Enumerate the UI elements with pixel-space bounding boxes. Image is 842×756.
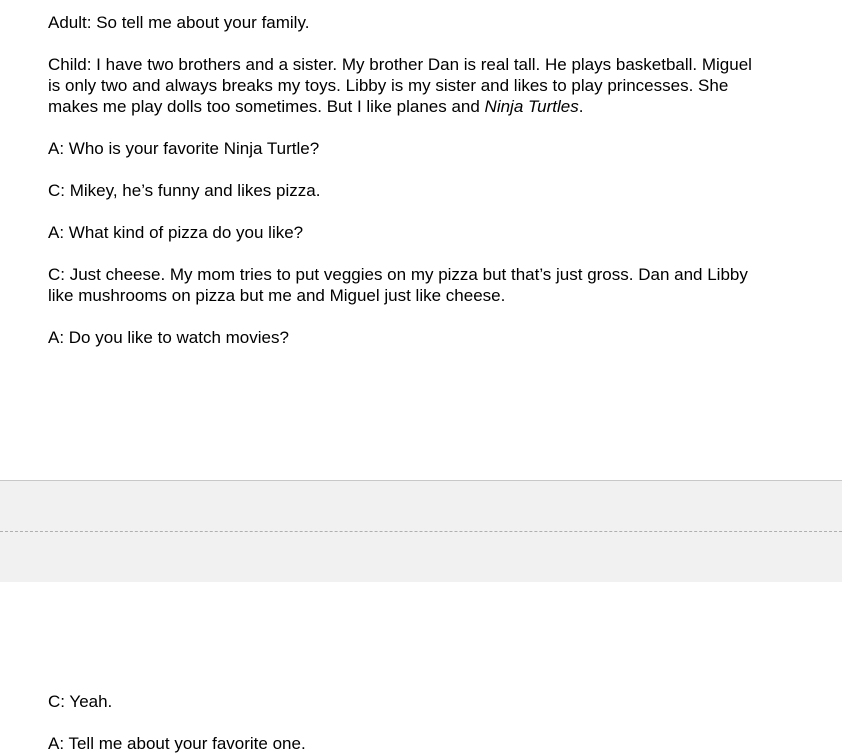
paragraph-movies-question: A: Do you like to watch movies?: [48, 328, 289, 347]
page-break-divider: [0, 531, 842, 532]
page-2-text: [48, 691, 768, 756]
paragraph-yeah: C: Yeah.: [48, 692, 113, 711]
paragraph-pizza-question: A: What kind of pizza do you like?: [48, 223, 304, 242]
paragraph-child-family-text: Child: I have two brothers and a sister. My brother Dan is real tall. He plays basketball. Miguel is only two and always breaks my toys. Libby is my sister and likes to play princesses. She makes me play dolls too sometimes. But I like planes and: [48, 55, 752, 116]
document-page-2: [0, 582, 842, 756]
paragraph-favorite-turtle: A: Who is your favorite Ninja Turtle?: [48, 139, 320, 158]
paragraph-mikey: C: Mikey, he’s funny and likes pizza.: [48, 181, 321, 200]
paragraph-child-family: [48, 54, 768, 117]
paragraph-cheese: C: Just cheese. My mom tries to put veggies on my pizza but that’s just gross. Dan and Libby like mushrooms on pizza but me and Miguel just like cheese.: [48, 265, 748, 305]
page-break-gap: [0, 480, 842, 583]
paragraph-adult-family: Adult: So tell me about your family.: [48, 13, 310, 32]
ninja-turtles-title: Ninja Turtles: [484, 97, 579, 116]
page-1-text: [48, 12, 768, 369]
paragraph-child-family-end: .: [578, 97, 584, 116]
paragraph-favorite-movie: A: Tell me about your favorite one.: [48, 734, 306, 753]
